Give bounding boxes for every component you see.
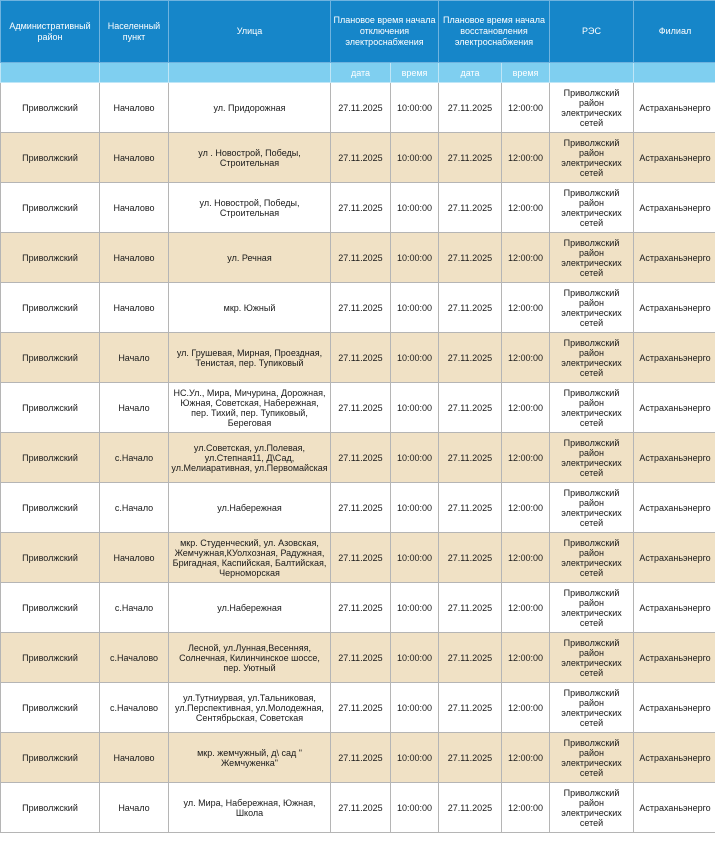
table-body — [1, 83, 715, 833]
cell-on-time: 12:00:00 — [502, 683, 550, 733]
cell-on-date: 27.11.2025 — [439, 783, 502, 833]
cell-off-date: 27.11.2025 — [331, 683, 391, 733]
cell-on-date: 27.11.2025 — [439, 533, 502, 583]
cell-district: Приволжский — [1, 483, 100, 533]
cell-on-time: 12:00:00 — [502, 783, 550, 833]
cell-off-date: 27.11.2025 — [331, 433, 391, 483]
cell-off-date: 27.11.2025 — [331, 133, 391, 183]
table-row — [1, 533, 715, 583]
cell-off-date: 27.11.2025 — [331, 483, 391, 533]
cell-on-time: 12:00:00 — [502, 233, 550, 283]
cell-district: Приволжский — [1, 683, 100, 733]
cell-off-time: 10:00:00 — [391, 133, 439, 183]
cell-off-time: 10:00:00 — [391, 633, 439, 683]
cell-settlement: Началово — [100, 233, 169, 283]
cell-branch: Астраханьэнерго — [634, 583, 715, 633]
cell-res: Приволжский район электрических сетей — [550, 633, 634, 683]
cell-street: ул. Мира, Набережная, Южная, Школа — [169, 783, 331, 833]
cell-district: Приволжский — [1, 183, 100, 233]
cell-settlement: Начало — [100, 333, 169, 383]
table-header — [1, 1, 715, 83]
cell-off-date: 27.11.2025 — [331, 233, 391, 283]
cell-on-date: 27.11.2025 — [439, 633, 502, 683]
cell-branch: Астраханьэнерго — [634, 283, 715, 333]
cell-off-time: 10:00:00 — [391, 283, 439, 333]
cell-res: Приволжский район электрических сетей — [550, 583, 634, 633]
cell-off-time: 10:00:00 — [391, 483, 439, 533]
cell-res: Приволжский район электрических сетей — [550, 283, 634, 333]
table-row — [1, 133, 715, 183]
table-row — [1, 183, 715, 233]
cell-on-time: 12:00:00 — [502, 133, 550, 183]
cell-off-date: 27.11.2025 — [331, 733, 391, 783]
table-row — [1, 333, 715, 383]
cell-street: ул. Новострой, Победы, Строительная — [169, 183, 331, 233]
cell-res: Приволжский район электрических сетей — [550, 333, 634, 383]
cell-street: мкр. Южный — [169, 283, 331, 333]
table-row — [1, 433, 715, 483]
header-street: Улица — [169, 1, 331, 63]
cell-off-date: 27.11.2025 — [331, 533, 391, 583]
cell-on-date: 27.11.2025 — [439, 333, 502, 383]
cell-on-date: 27.11.2025 — [439, 433, 502, 483]
cell-settlement: Началово — [100, 83, 169, 133]
cell-district: Приволжский — [1, 433, 100, 483]
subheader-on-time: время — [502, 63, 550, 83]
cell-street: ул.Тутниурвая, ул.Тальниковая, ул.Перспективная, ул.Молодежная, Сентябрьская, Советская — [169, 683, 331, 733]
cell-off-time: 10:00:00 — [391, 333, 439, 383]
cell-district: Приволжский — [1, 533, 100, 583]
cell-on-date: 27.11.2025 — [439, 383, 502, 433]
cell-branch: Астраханьэнерго — [634, 133, 715, 183]
cell-on-date: 27.11.2025 — [439, 83, 502, 133]
cell-on-date: 27.11.2025 — [439, 283, 502, 333]
table-row — [1, 783, 715, 833]
table-row — [1, 283, 715, 333]
cell-on-time: 12:00:00 — [502, 333, 550, 383]
cell-off-date: 27.11.2025 — [331, 183, 391, 233]
cell-on-time: 12:00:00 — [502, 733, 550, 783]
cell-street: ул.Советская, ул.Полевая, ул.Степная11, Д\Сад, ул.Мелиаративная, ул.Первомайская — [169, 433, 331, 483]
cell-district: Приволжский — [1, 633, 100, 683]
subheader-on-date: дата — [439, 63, 502, 83]
cell-settlement: Начало — [100, 383, 169, 433]
cell-on-time: 12:00:00 — [502, 533, 550, 583]
cell-branch: Астраханьэнерго — [634, 733, 715, 783]
cell-district: Приволжский — [1, 133, 100, 183]
cell-branch: Астраханьэнерго — [634, 433, 715, 483]
cell-off-time: 10:00:00 — [391, 583, 439, 633]
cell-branch: Астраханьэнерго — [634, 533, 715, 583]
cell-branch: Астраханьэнерго — [634, 83, 715, 133]
cell-street: мкр. жемчужный, д\ сад " Жемчуженка" — [169, 733, 331, 783]
cell-off-time: 10:00:00 — [391, 383, 439, 433]
cell-branch: Астраханьэнерго — [634, 683, 715, 733]
cell-res: Приволжский район электрических сетей — [550, 233, 634, 283]
cell-on-date: 27.11.2025 — [439, 733, 502, 783]
cell-district: Приволжский — [1, 233, 100, 283]
subheader-empty — [634, 63, 715, 83]
cell-street: мкр. Студенческий, ул. Азовская, Жемчужная,КУолхозная, Радужная, Бригадная, Каспийская, Балтийская, Черноморская — [169, 533, 331, 583]
cell-settlement: с.Начало — [100, 483, 169, 533]
cell-off-time: 10:00:00 — [391, 683, 439, 733]
cell-on-date: 27.11.2025 — [439, 683, 502, 733]
header-on-time: Плановое время начала восстановления электроснабжения — [439, 1, 550, 63]
table-row — [1, 483, 715, 533]
subheader-empty — [1, 63, 100, 83]
table-row — [1, 383, 715, 433]
header-branch: Филиал — [634, 1, 715, 63]
cell-on-time: 12:00:00 — [502, 583, 550, 633]
cell-res: Приволжский район электрических сетей — [550, 433, 634, 483]
cell-off-date: 27.11.2025 — [331, 583, 391, 633]
table-row — [1, 633, 715, 683]
cell-district: Приволжский — [1, 383, 100, 433]
cell-res: Приволжский район электрических сетей — [550, 183, 634, 233]
cell-settlement: с.Начало — [100, 583, 169, 633]
cell-settlement: Начало — [100, 783, 169, 833]
cell-settlement: Началово — [100, 283, 169, 333]
cell-settlement: Началово — [100, 533, 169, 583]
cell-settlement: с.Началово — [100, 633, 169, 683]
header-off-time: Плановое время начала отключения электроснабжения — [331, 1, 439, 63]
cell-on-date: 27.11.2025 — [439, 483, 502, 533]
cell-res: Приволжский район электрических сетей — [550, 783, 634, 833]
cell-off-time: 10:00:00 — [391, 233, 439, 283]
header-settlement: Населенный пункт — [100, 1, 169, 63]
cell-street: ул. Речная — [169, 233, 331, 283]
cell-res: Приволжский район электрических сетей — [550, 733, 634, 783]
cell-on-time: 12:00:00 — [502, 183, 550, 233]
cell-on-date: 27.11.2025 — [439, 583, 502, 633]
cell-district: Приволжский — [1, 783, 100, 833]
cell-branch: Астраханьэнерго — [634, 183, 715, 233]
cell-res: Приволжский район электрических сетей — [550, 383, 634, 433]
subheader-empty — [550, 63, 634, 83]
cell-district: Приволжский — [1, 83, 100, 133]
cell-street: Лесной, ул.Лунная,Весенняя, Солнечная, Килинчинское шоссе, пер. Уютный — [169, 633, 331, 683]
cell-street: ул. Придорожная — [169, 83, 331, 133]
cell-res: Приволжский район электрических сетей — [550, 683, 634, 733]
subheader-off-date: дата — [331, 63, 391, 83]
cell-off-date: 27.11.2025 — [331, 333, 391, 383]
header-res: РЭС — [550, 1, 634, 63]
cell-branch: Астраханьэнерго — [634, 383, 715, 433]
table-row — [1, 583, 715, 633]
subheader-empty — [100, 63, 169, 83]
cell-off-time: 10:00:00 — [391, 183, 439, 233]
cell-branch: Астраханьэнерго — [634, 333, 715, 383]
table-row — [1, 683, 715, 733]
cell-res: Приволжский район электрических сетей — [550, 133, 634, 183]
cell-district: Приволжский — [1, 283, 100, 333]
cell-street: ул . Новострой, Победы, Строительная — [169, 133, 331, 183]
cell-off-date: 27.11.2025 — [331, 83, 391, 133]
header-district: Административный район — [1, 1, 100, 63]
cell-res: Приволжский район электрических сетей — [550, 533, 634, 583]
cell-district: Приволжский — [1, 583, 100, 633]
cell-off-time: 10:00:00 — [391, 83, 439, 133]
cell-on-time: 12:00:00 — [502, 433, 550, 483]
subheader-off-time: время — [391, 63, 439, 83]
cell-on-time: 12:00:00 — [502, 633, 550, 683]
cell-settlement: с.Началово — [100, 683, 169, 733]
cell-branch: Астраханьэнерго — [634, 783, 715, 833]
cell-on-time: 12:00:00 — [502, 383, 550, 433]
cell-off-date: 27.11.2025 — [331, 283, 391, 333]
cell-off-time: 10:00:00 — [391, 533, 439, 583]
cell-settlement: Началово — [100, 733, 169, 783]
cell-off-date: 27.11.2025 — [331, 783, 391, 833]
cell-res: Приволжский район электрических сетей — [550, 83, 634, 133]
cell-off-date: 27.11.2025 — [331, 383, 391, 433]
cell-off-time: 10:00:00 — [391, 733, 439, 783]
table-row — [1, 233, 715, 283]
subheader-empty — [169, 63, 331, 83]
table-row — [1, 83, 715, 133]
table-row — [1, 733, 715, 783]
cell-res: Приволжский район электрических сетей — [550, 483, 634, 533]
cell-on-time: 12:00:00 — [502, 83, 550, 133]
cell-off-time: 10:00:00 — [391, 783, 439, 833]
cell-off-time: 10:00:00 — [391, 433, 439, 483]
cell-street: ул.Набережная — [169, 483, 331, 533]
cell-district: Приволжский — [1, 333, 100, 383]
cell-branch: Астраханьэнерго — [634, 483, 715, 533]
cell-settlement: с.Начало — [100, 433, 169, 483]
cell-on-time: 12:00:00 — [502, 283, 550, 333]
cell-street: НС.Ул., Мира, Мичурина, Дорожная, Южная, Советская, Набережная, пер. Тихий, пер. Тупиковый, Береговая — [169, 383, 331, 433]
cell-branch: Астраханьэнерго — [634, 633, 715, 683]
cell-settlement: Началово — [100, 183, 169, 233]
cell-settlement: Началово — [100, 133, 169, 183]
cell-street: ул.Набережная — [169, 583, 331, 633]
cell-on-time: 12:00:00 — [502, 483, 550, 533]
cell-branch: Астраханьэнерго — [634, 233, 715, 283]
cell-off-date: 27.11.2025 — [331, 633, 391, 683]
cell-street: ул. Грушевая, Мирная, Проездная, Тенистая, пер. Тупиковый — [169, 333, 331, 383]
cell-on-date: 27.11.2025 — [439, 183, 502, 233]
cell-district: Приволжский — [1, 733, 100, 783]
cell-on-date: 27.11.2025 — [439, 233, 502, 283]
cell-on-date: 27.11.2025 — [439, 133, 502, 183]
